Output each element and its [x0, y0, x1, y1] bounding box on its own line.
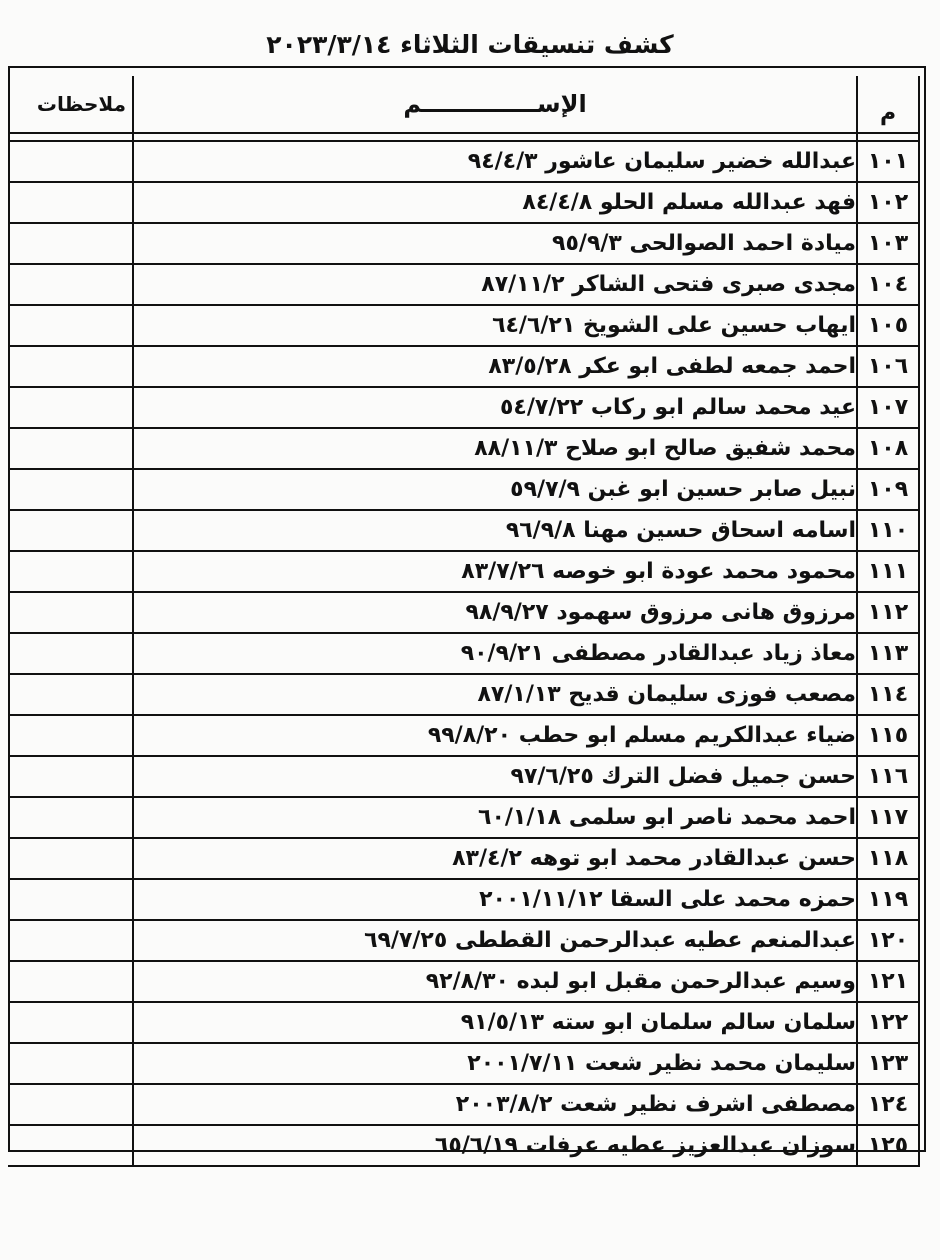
row-notes [8, 1126, 132, 1167]
row-notes [8, 388, 132, 429]
row-number: ١٢٠ [856, 921, 920, 962]
row-name: سليمان محمد نظير شعت ٢٠٠١/٧/١١ [132, 1044, 856, 1085]
row-name: حسن جميل فضل الترك ٩٧/٦/٢٥ [132, 757, 856, 798]
row-name: فهد عبدالله مسلم الحلو ٨٤/٤/٨ [132, 183, 856, 224]
table-row [8, 224, 920, 265]
header-number: م [856, 76, 920, 134]
row-notes [8, 1003, 132, 1044]
row-name: حمزه محمد على السقا ٢٠٠١/١١/١٢ [132, 880, 856, 921]
table-row [8, 757, 920, 798]
row-name: نبيل صابر حسين ابو غبن ٥٩/٧/٩ [132, 470, 856, 511]
table-row [8, 552, 920, 593]
row-name: محمود محمد عودة ابو خوصه ٨٣/٧/٢٦ [132, 552, 856, 593]
row-name: ضياء عبدالكريم مسلم ابو حطب ٩٩/٨/٢٠ [132, 716, 856, 757]
row-name: ايهاب حسين على الشويخ ٦٤/٦/٢١ [132, 306, 856, 347]
row-notes [8, 880, 132, 921]
row-notes [8, 757, 132, 798]
header-notes: ملاحظات [8, 76, 132, 134]
row-name: مصطفى اشرف نظير شعت ٢٠٠٣/٨/٢ [132, 1085, 856, 1126]
row-name: محمد شفيق صالح ابو صلاح ٨٨/١١/٣ [132, 429, 856, 470]
row-notes [8, 716, 132, 757]
row-number: ١١١ [856, 552, 920, 593]
row-number: ١١٠ [856, 511, 920, 552]
header-separator-row [8, 134, 920, 142]
row-name: ميادة احمد الصوالحى ٩٥/٩/٣ [132, 224, 856, 265]
table-row [8, 470, 920, 511]
row-notes [8, 1044, 132, 1085]
row-number: ١١٢ [856, 593, 920, 634]
row-name: مرزوق هانى مرزوق سهمود ٩٨/٩/٢٧ [132, 593, 856, 634]
row-number: ١٠٤ [856, 265, 920, 306]
table-row [8, 183, 920, 224]
row-name: عبدالمنعم عطيه عبدالرحمن القططى ٦٩/٧/٢٥ [132, 921, 856, 962]
row-number: ١٠٣ [856, 224, 920, 265]
table-row [8, 880, 920, 921]
row-name: مجدى صبرى فتحى الشاكر ٨٧/١١/٢ [132, 265, 856, 306]
table-row [8, 921, 920, 962]
row-number: ١١٥ [856, 716, 920, 757]
row-number: ١١٧ [856, 798, 920, 839]
table-row [8, 306, 920, 347]
row-notes [8, 470, 132, 511]
row-number: ١١٨ [856, 839, 920, 880]
page-title: كشف تنسيقات الثلاثاء ٢٠٢٣/٣/١٤ [266, 30, 674, 59]
row-notes [8, 347, 132, 388]
row-name: اسامه اسحاق حسين مهنا ٩٦/٩/٨ [132, 511, 856, 552]
table-row [8, 347, 920, 388]
row-number: ١٠٥ [856, 306, 920, 347]
row-notes [8, 634, 132, 675]
row-name: احمد محمد ناصر ابو سلمى ٦٠/١/١٨ [132, 798, 856, 839]
table-body [8, 134, 920, 1167]
row-notes [8, 962, 132, 1003]
row-notes [8, 183, 132, 224]
table-row [8, 1044, 920, 1085]
row-notes [8, 839, 132, 880]
row-number: ١٠٦ [856, 347, 920, 388]
table-row [8, 511, 920, 552]
row-notes [8, 224, 132, 265]
table-row [8, 429, 920, 470]
row-number: ١١٩ [856, 880, 920, 921]
row-notes [8, 675, 132, 716]
row-name: معاذ زياد عبدالقادر مصطفى ٩٠/٩/٢١ [132, 634, 856, 675]
table-row [8, 634, 920, 675]
row-notes [8, 798, 132, 839]
row-number: ١٢٢ [856, 1003, 920, 1044]
row-number: ١٠٧ [856, 388, 920, 429]
row-name: سلمان سالم سلمان ابو سته ٩١/٥/١٣ [132, 1003, 856, 1044]
row-number: ١٠٢ [856, 183, 920, 224]
table-row [8, 716, 920, 757]
row-notes [8, 511, 132, 552]
roster-table [8, 76, 920, 1167]
row-name: عبدالله خضير سليمان عاشور ٩٤/٤/٣ [132, 142, 856, 183]
table-row [8, 839, 920, 880]
row-notes [8, 1085, 132, 1126]
table-row [8, 1003, 920, 1044]
table-row [8, 1085, 920, 1126]
row-notes [8, 142, 132, 183]
table-header-row [8, 76, 920, 134]
row-name: حسن عبدالقادر محمد ابو توهه ٨٣/٤/٢ [132, 839, 856, 880]
row-notes [8, 265, 132, 306]
table-row [8, 388, 920, 429]
row-notes [8, 593, 132, 634]
table-row [8, 142, 920, 183]
header-name: الإســــــــــــــم [132, 76, 856, 134]
table-row [8, 962, 920, 1003]
row-name: وسيم عبدالرحمن مقبل ابو لبده ٩٢/٨/٣٠ [132, 962, 856, 1003]
row-number: ١٢٣ [856, 1044, 920, 1085]
table-row [8, 675, 920, 716]
row-number: ١١٦ [856, 757, 920, 798]
table-row [8, 593, 920, 634]
row-name: مصعب فوزى سليمان قديح ٨٧/١/١٣ [132, 675, 856, 716]
row-number: ١٠١ [856, 142, 920, 183]
row-number: ١٢٤ [856, 1085, 920, 1126]
table-row [8, 1126, 920, 1167]
table-row [8, 265, 920, 306]
row-number: ١١٤ [856, 675, 920, 716]
row-number: ١٢١ [856, 962, 920, 1003]
row-number: ١٠٩ [856, 470, 920, 511]
table-row [8, 798, 920, 839]
row-name: احمد جمعه لطفى ابو عكر ٨٣/٥/٢٨ [132, 347, 856, 388]
row-number: ١١٣ [856, 634, 920, 675]
row-notes [8, 552, 132, 593]
row-number: ١٢٥ [856, 1126, 920, 1167]
row-number: ١٠٨ [856, 429, 920, 470]
row-notes [8, 921, 132, 962]
row-name: عيد محمد سالم ابو ركاب ٥٤/٧/٢٢ [132, 388, 856, 429]
row-name: سوزان عبدالعزيز عطيه عرفات ٦٥/٦/١٩ [132, 1126, 856, 1167]
row-notes [8, 429, 132, 470]
row-notes [8, 306, 132, 347]
